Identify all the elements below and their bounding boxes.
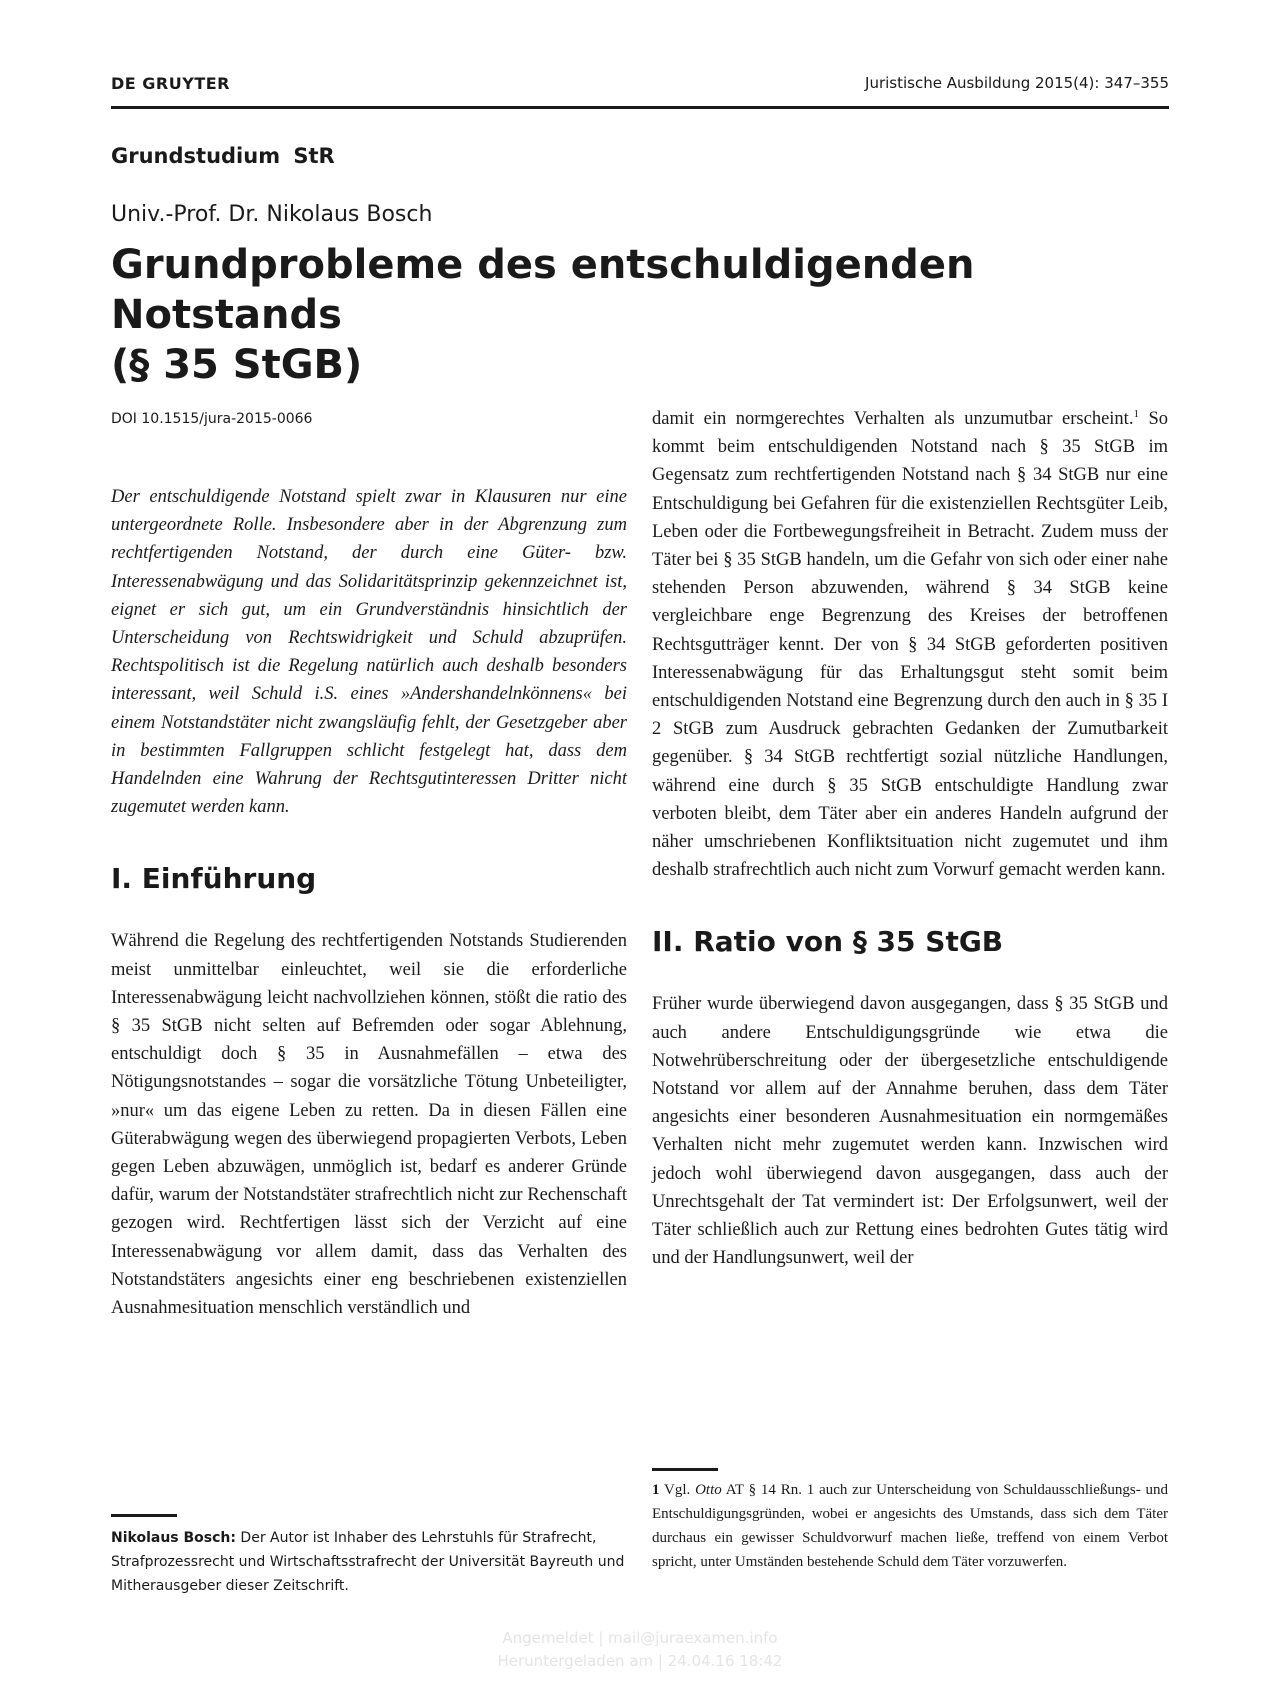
author-line: Univ.-Prof. Dr. Nikolaus Bosch [111,202,433,227]
author-note-name: Nikolaus Bosch: [111,1530,236,1546]
section-1-heading: I. Einführung [111,862,317,896]
publisher-logo: DE GRUYTER [111,74,230,93]
footnote-number: 1 [652,1482,660,1498]
author-note-rule [111,1514,177,1517]
section-label: Grundstudium StR [111,144,335,168]
right-column [652,405,1168,1272]
right-paragraph-1-b: So kommt beim entschuldigenden Notstand nach § 35 StGB im Gegensatz zum rechtfertigenden Notstand nach § 34 StGB nur eine Entschuldigung bei Gefahren für die existenziellen Rechtsgüter Leib, Leben oder die Fortbewegungsfreiheit in Betracht. Zudem muss der Täter bei § 35 StGB handeln, um die Gefahr von sich oder einer nahe stehenden Person abzuwenden, während § 34 StGB keine vergleichbare enge Begrenzung des Kreises der betroffenen Rechtsgutträger kennt. Der von § 34 StGB geforderten positiven Interessenabwägung für das Erhaltungsgut steht somit beim entschuldigenden Notstand eine Begrenzung durch den auch in § 35 I 2 StGB zum Ausdruck gebrachten Gedanken der Zumutbarkeit gegenüber. § 34 StGB rechtfertigt sozial nützliche Handlungen, während eine durch § 35 StGB entschuldigte Handlung zwar verboten bleibt, dem Täter aber ein anderes Handeln aufgrund der näher umschriebenen Konfliktsituation nicht zugemutet und ihm deshalb strafrechtlich auch nicht zum Vorwurf gemacht werden kann. [652,409,1168,881]
abstract: Der entschuldigende Notstand spielt zwar in Klausuren nur eine untergeordnete Rolle. Insbesondere aber in der Abgrenzung zum rechtfertigenden Notstand, der durch eine Güter- bzw. Interessenabwägung und das Solidaritätsprinzip gekennzeichnet ist, eignet er sich gut, um ein Grundverständnis hinsichtlich der Unterscheidung von Rechtswidrigkeit und Schuld abzuprüfen. Rechtspolitisch ist die Regelung natürlich auch deshalb besonders interessant, weil Schuld i.S. eines »Andershandelnkönnens« bei einem Notstandstäter nicht zwangsläufig fehlt, der Gesetzgeber aber in bestimmten Fallgruppen schlicht festgelegt hat, dass dem Handelnden eine Wahrung der Rechtsgutinteressen Dritter nicht zugemutet werden kann. [111,487,627,818]
doi: DOI 10.1515/jura-2015-0066 [111,411,313,427]
page-header [111,70,1169,109]
left-column [111,483,627,1322]
title-line-2: (§ 35 StGB) [111,342,363,388]
article-title [111,240,1171,390]
section-1-body: Während die Regelung des rechtfertigenden Notstands Studierenden meist unmittelbar einleuchtet, weil sie die erforderliche Interessenabwägung leicht nachvollziehen können, stößt die ratio des § 35 StGB nicht selten auf Befremden oder sogar Ablehnung, entschuldigt doch § 35 in Ausnahmefällen – etwa des Nötigungsnotstandes – sogar die vorsätzliche Tötung Unbeteiligter, »nur« um das eigene Leben zu retten. Da in diesen Fällen eine Güterabwägung wegen des überwiegend propagierten Verbots, Leben gegen Leben abzuwägen, unmöglich ist, bedarf es anderer Gründe dafür, warum der Notstandstäter strafrechtlich nicht zur Rechenschaft gezogen wird. Rechtfertigen lässt sich der Verzicht auf eine Interessenabwägung vor allem damit, dass das Verhalten des Notstandstäters angesichts einer eng beschriebenen existenziellen Ausnahmesituation menschlich verständlich und [111,931,627,1319]
title-line-1: Grundprobleme des entschuldigenden Notstands [111,242,975,338]
footnote-ref-1[interactable]: 1 [1133,407,1139,420]
watermark-line-2: Heruntergeladen am | 24.04.16 18:42 [497,1652,783,1670]
author-note-text: Der Autor ist Inhaber des Lehrstuhls für Strafrecht, Strafprozessrecht und Wirtschaftsstrafrecht der Universität Bayreuth und Mitherausgeber dieser Zeitschrift. [111,1530,625,1594]
section-2-heading: II. Ratio von § 35 StGB [652,925,1004,959]
download-watermark [0,1627,1280,1673]
footnote-text-b: AT § 14 Rn. 1 auch zur Unterscheidung von Schuldausschließungs- und Entschuldigungsgründen, wobei er angesichts des Umstands, dass sich dem Täter durchaus ein gewisser Schuldvorwurf machen ließe, treffend von einem Verbot spricht, unter Umständen bestehende Schuld dem Täter vorzuwerfen. [652,1482,1168,1570]
right-paragraph-1-a: damit ein normgerechtes Verhalten als unzumutbar erscheint. [652,409,1134,429]
footnote-author: Otto [695,1482,722,1498]
journal-citation: Juristische Ausbildung 2015(4): 347–355 [865,74,1169,92]
footnote-1 [652,1478,1168,1574]
footnote-rule [652,1468,718,1471]
section-2-body: Früher wurde überwiegend davon ausgegangen, dass § 35 StGB und auch andere Entschuldigungsgründe wie etwa die Notwehrüberschreitung oder der übergesetzliche entschuldigende Notstand vor allem auf der Annahme beruhen, dass dem Täter angesichts einer besonderen Ausnahmesituation ein normgemäßes Verhalten nicht mehr zugemutet werden kann. Inzwischen wird jedoch wohl überwiegend davon ausgegangen, dass auch der Unrechtsgehalt der Tat vermindert ist: Der Erfolgsunwert, weil der Täter schließlich auch zur Rettung eines bedrohten Gutes tätig wird und der Handlungsunwert, weil der [652,994,1168,1269]
author-note [111,1526,627,1598]
footnote-text-a: Vgl. [659,1482,696,1498]
watermark-line-1: Angemeldet | mail@juraexamen.info [502,1629,778,1647]
right-paragraph-1 [652,405,1168,884]
